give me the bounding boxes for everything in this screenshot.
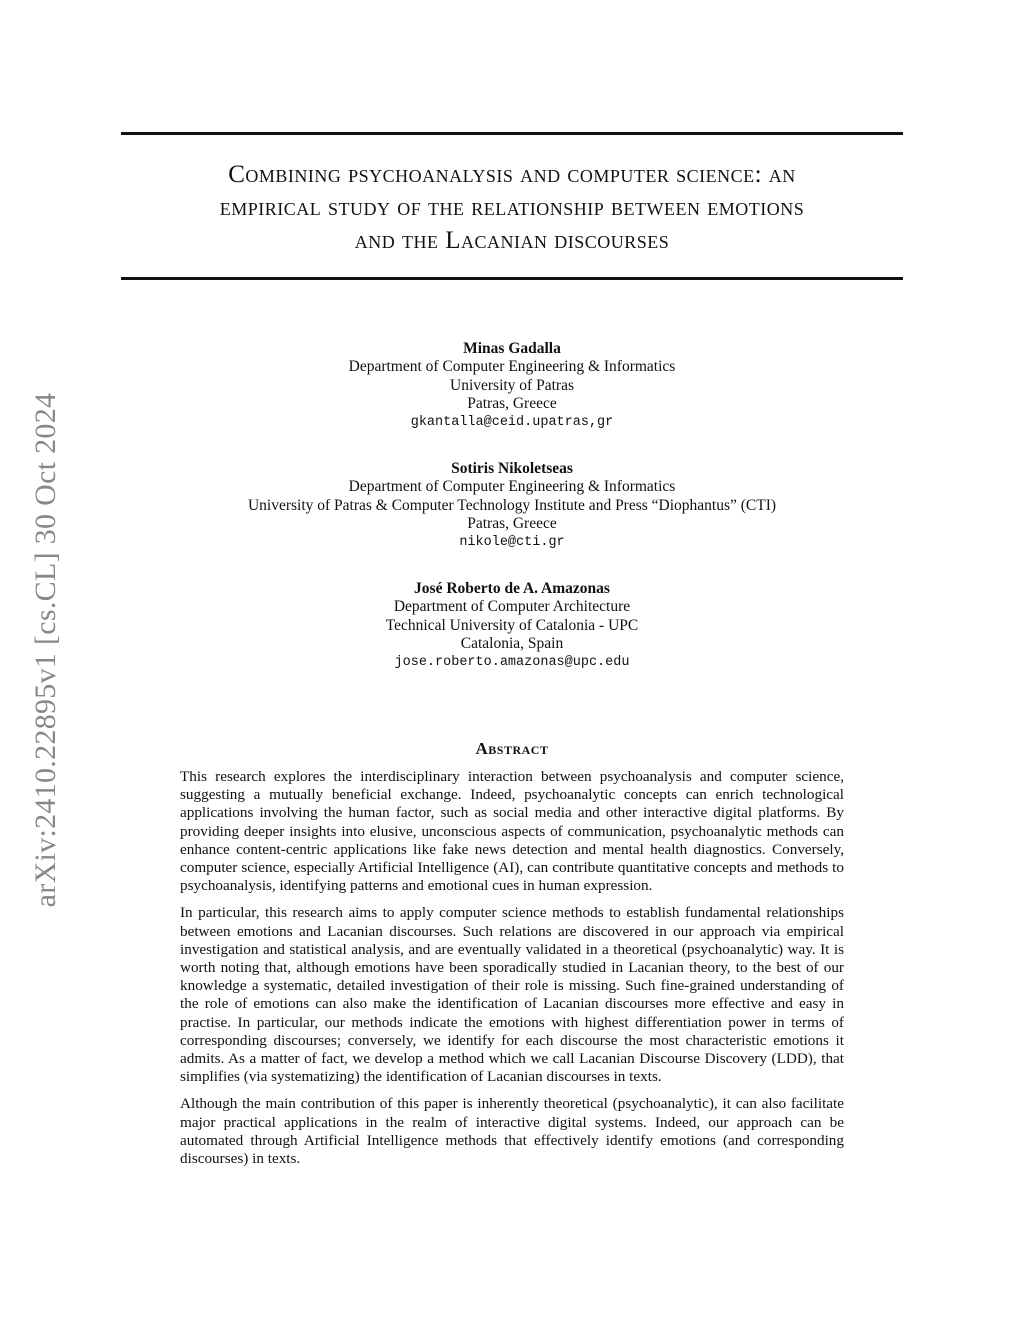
abstract-paragraph: This research explores the interdisciplinary interaction between psychoanalysis and computer science, suggesting a mutually beneficial exchange. Indeed, psychoanalytic concepts can enrich technological applications involving the human factor, such as social media and other interactive digital platforms. By providing deeper insights into elusive, unconscious aspects of communication, psychoanalytic methods can enhance content-centric applications like fake news detection and mental health diagnostics. Conversely, computer science, especially Artificial Intelligence (AI), can contribute quantitative concepts and methods to psychoanalysis, identifying patterns and emotional cues in human expression. xyxy=(180,768,844,895)
author-email: nikole@cti.gr xyxy=(459,534,565,550)
author-block xyxy=(120,340,904,432)
author-list xyxy=(120,340,904,700)
paper-title xyxy=(110,158,914,257)
title-line-1: Combining psychoanalysis and computer science: an xyxy=(228,161,796,188)
author-affiliation-line: Department of Computer Engineering & Informatics xyxy=(348,478,676,496)
title-line-2: empirical study of the relationship between emotions xyxy=(219,194,805,221)
author-affiliation-line: University of Patras xyxy=(450,376,574,394)
title-line-3: and the Lacanian discourses xyxy=(354,227,670,254)
author-block xyxy=(120,460,904,552)
author-affiliation-line: Catalonia, Spain xyxy=(460,635,564,653)
author-affiliation-line: Department of Computer Architecture xyxy=(393,598,631,616)
author-name: José Roberto de A. Amazonas xyxy=(414,580,610,598)
author-affiliation-line: Technical University of Catalonia - UPC xyxy=(385,616,639,634)
author-name: Minas Gadalla xyxy=(463,340,561,357)
author-affiliation-line: University of Patras & Computer Technology Institute and Press “Diophantus” (CTI) xyxy=(247,496,777,514)
author-affiliation-line: Patras, Greece xyxy=(467,395,557,413)
abstract-heading: Abstract xyxy=(475,739,549,758)
arxiv-identifier-stamp: arXiv:2410.22895v1 [cs.CL] 30 Oct 2024 xyxy=(29,392,62,908)
author-affiliation-line: Patras, Greece xyxy=(467,515,557,533)
author-affiliation-line: Department of Computer Engineering & Informatics xyxy=(348,358,676,376)
abstract-body xyxy=(180,768,844,1177)
title-top-rule xyxy=(121,132,903,135)
title-bottom-rule xyxy=(121,277,903,280)
author-email: gkantalla@ceid.upatras,gr xyxy=(410,414,614,430)
abstract-paragraph: Although the main contribution of this paper is inherently theoretical (psychoanalytic), it can also facilitate major practical applications in the realm of interactive digital systems. Indeed, our approach can be automated through Artificial Intelligence methods that effectively identify emotions (and corresponding discourses) in texts. xyxy=(180,1095,844,1168)
author-email: jose.roberto.amazonas@upc.edu xyxy=(394,654,630,670)
author-block xyxy=(120,580,904,672)
abstract-paragraph: In particular, this research aims to apply computer science methods to establish fundamental relationships between emotions and Lacanian discourses. Such relations are discovered in our approach via empirical investigation and statistical analysis, and are eventually validated in a theoretical (psychoanalytic) way. It is worth noting that, although emotions have been sporadically studied in Lacanian theory, to the best of our knowledge a systematic, detailed investigation of their role is missing. Such fine-grained understanding of the role of emotions can also make the identification of Lacanian discourses more effective and easy in practise. In particular, our methods indicate the emotions with highest differentiation power in terms of corresponding discourses; conversely, we identify for each discourse the most characteristic emotions it admits. As a matter of fact, we develop a method which we call Lacanian Discourse Discovery (LDD), that simplifies (via systematizing) the identification of Lacanian discourses in texts. xyxy=(180,904,844,1086)
author-name: Sotiris Nikoletseas xyxy=(451,460,573,478)
